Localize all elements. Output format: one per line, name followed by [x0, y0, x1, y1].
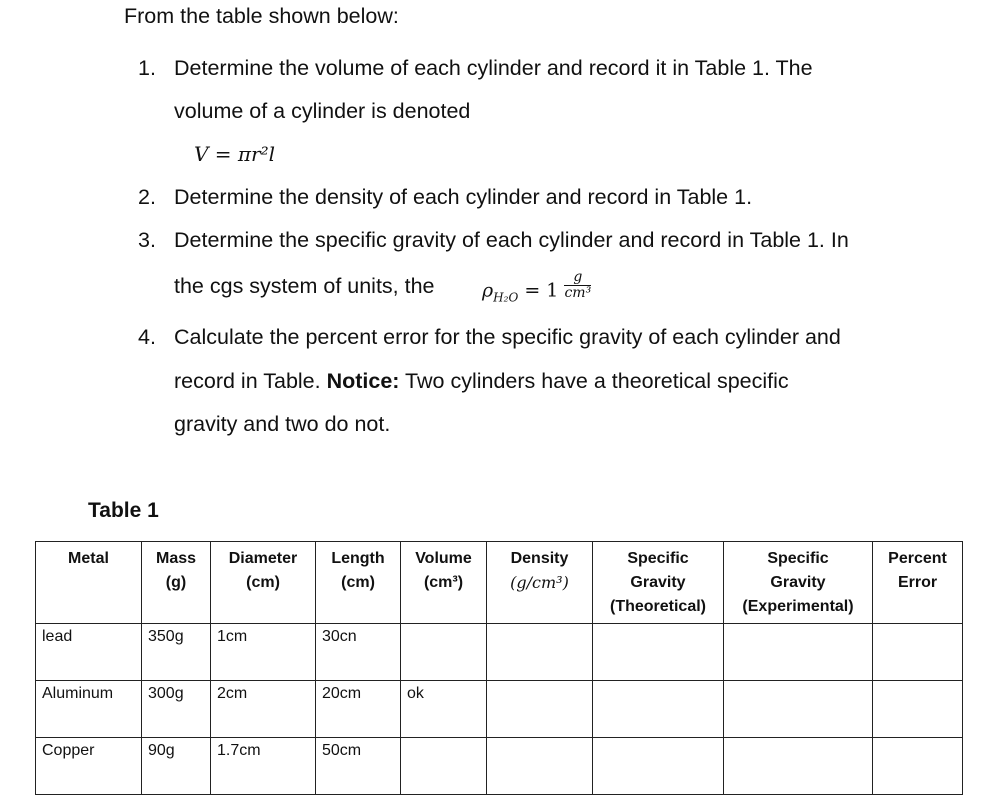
- item-3-text: Determine the specific gravity of each cylinder and record in Table 1. In: [174, 228, 849, 252]
- table-cell: 1.7cm: [211, 738, 316, 795]
- column-header-line: Diameter: [228, 550, 298, 567]
- table-cell: 300g: [142, 681, 211, 738]
- item-1-text-2: volume of a cylinder is denoted: [174, 99, 471, 123]
- fraction-denominator: cm³: [564, 285, 592, 301]
- volume-formula: V = πr²l: [194, 142, 276, 166]
- column-header-line: (g): [165, 574, 187, 591]
- column-header-line: Specific: [767, 550, 829, 567]
- item-4-text-3: gravity and two do not.: [174, 412, 391, 436]
- column-header: [873, 542, 963, 624]
- column-header-line: (cm): [341, 574, 375, 591]
- water-subscript: H₂O: [493, 290, 519, 305]
- table-cell: 350g: [142, 624, 211, 681]
- column-header-line: (cm³): [423, 574, 464, 591]
- column-header-line: (g/cm³): [510, 573, 569, 592]
- column-header-line: Percent: [888, 550, 947, 567]
- notice-label: Notice:: [326, 369, 400, 393]
- column-header: [316, 542, 401, 624]
- table-cell: [401, 624, 487, 681]
- column-header: [401, 542, 487, 624]
- item-4-number: 4.: [138, 325, 156, 349]
- table-cell: Aluminum: [36, 681, 142, 738]
- table-cell: [724, 681, 873, 738]
- column-header: [142, 542, 211, 624]
- table-cell: 2cm: [211, 681, 316, 738]
- column-header-line: Gravity: [770, 574, 826, 591]
- column-header: [211, 542, 316, 624]
- column-header-line: Specific: [627, 550, 689, 567]
- column-header-line: Length: [331, 550, 385, 567]
- water-density-formula: [482, 269, 592, 307]
- table-cell: lead: [36, 624, 142, 681]
- table-header-row: [36, 542, 963, 624]
- table-row: [36, 738, 963, 795]
- intro-text: From the table shown below:: [124, 4, 399, 28]
- column-header-line: (Experimental): [742, 598, 854, 615]
- table-cell: [487, 624, 593, 681]
- item-4-text-2a: record in Table.: [174, 369, 327, 393]
- column-header-line: Density: [510, 550, 569, 567]
- column-header-line: Mass: [155, 550, 197, 567]
- table-cell: [873, 624, 963, 681]
- column-header-line: Volume: [415, 550, 472, 567]
- column-header: [593, 542, 724, 624]
- item-1-text: Determine the volume of each cylinder and record it in Table 1. The: [174, 56, 813, 80]
- table-cell: [724, 738, 873, 795]
- item-4-text-2: [174, 369, 789, 394]
- table-cell: [593, 738, 724, 795]
- table-cell: [401, 738, 487, 795]
- table-cell: [593, 624, 724, 681]
- column-header-line: (cm): [246, 574, 280, 591]
- table-cell: Copper: [36, 738, 142, 795]
- data-table: [35, 541, 963, 795]
- table-cell: 90g: [142, 738, 211, 795]
- table-cell: 30cn: [316, 624, 401, 681]
- fraction-numerator: g: [564, 270, 591, 286]
- item-3-number: 3.: [138, 228, 156, 252]
- table-cell: ok: [401, 681, 487, 738]
- item-4-text-2b: Two cylinders have a theoretical specific: [399, 369, 789, 393]
- table-cell: 50cm: [316, 738, 401, 795]
- table-row: [36, 681, 963, 738]
- column-header-line: Metal: [68, 550, 109, 567]
- formula-equals: = 1: [524, 279, 559, 302]
- table-cell: [724, 624, 873, 681]
- table-cell: [487, 681, 593, 738]
- column-header-line: (Theoretical): [609, 598, 706, 615]
- column-header: [724, 542, 873, 624]
- column-header-line: Error: [897, 574, 938, 591]
- column-header-line: Gravity: [630, 574, 686, 591]
- table-cell: [873, 738, 963, 795]
- rho-symbol: ρ: [482, 279, 494, 302]
- item-2-text: Determine the density of each cylinder and record in Table 1.: [174, 185, 753, 209]
- item-4-text: Calculate the percent error for the specific gravity of each cylinder and: [174, 325, 841, 349]
- table-cell: [593, 681, 724, 738]
- table-cell: [487, 738, 593, 795]
- column-header: [487, 542, 593, 624]
- item-2-number: 2.: [138, 185, 156, 209]
- table-cell: 1cm: [211, 624, 316, 681]
- table-cell: [873, 681, 963, 738]
- item-3-text-2: the cgs system of units, the: [174, 274, 435, 298]
- table-title: Table 1: [88, 499, 159, 522]
- table-row: [36, 624, 963, 681]
- column-header: [36, 542, 142, 624]
- item-1-number: 1.: [138, 56, 156, 80]
- table-cell: 20cm: [316, 681, 401, 738]
